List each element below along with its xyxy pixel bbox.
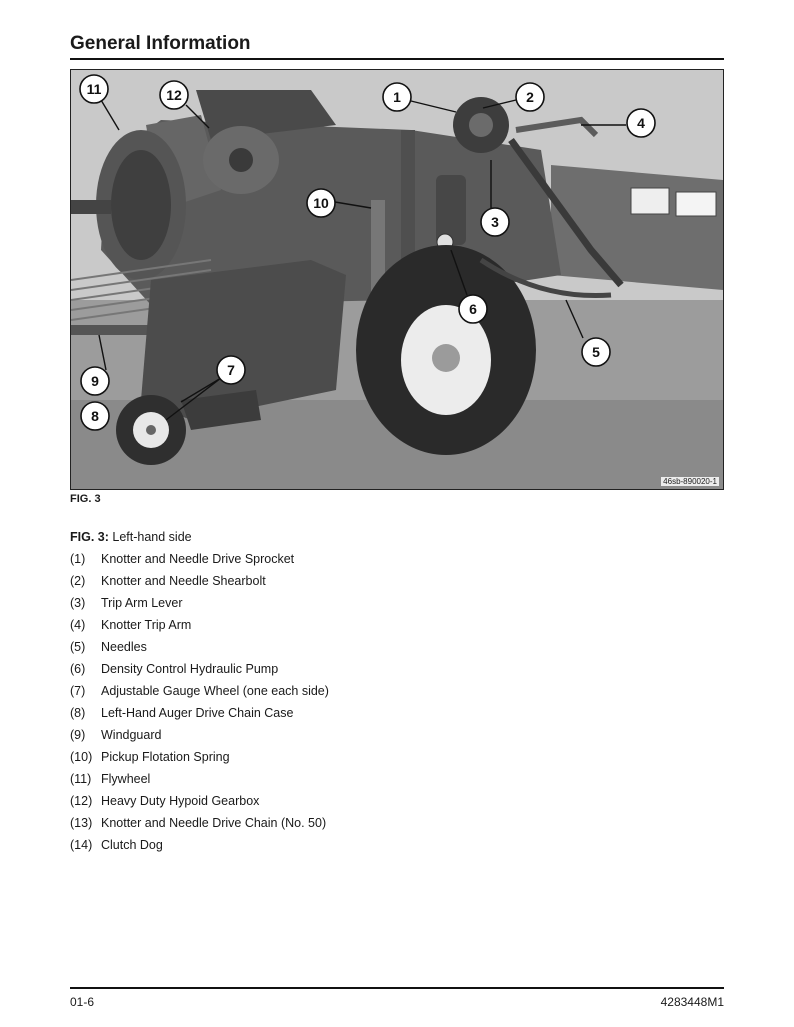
legend-text: Pickup Flotation Spring [101,750,230,764]
legend-text: Flywheel [101,772,151,786]
legend-number: (2) [70,574,86,588]
svg-text:12: 12 [166,87,182,103]
legend-number: (10) [70,750,93,764]
legend-text: Needles [101,640,147,654]
svg-text:6: 6 [469,301,477,317]
legend-text: Left-Hand Auger Drive Chain Case [101,706,294,720]
svg-text:2: 2 [526,89,534,105]
legend-text: Trip Arm Lever [101,596,183,610]
legend-item [70,596,329,618]
callout-2 [516,83,544,111]
baler-photo-figure [70,69,724,490]
callout-6 [459,295,487,323]
legend-number: (14) [70,838,93,852]
legend-text: Adjustable Gauge Wheel (one each side) [101,684,329,698]
footer-divider [70,987,724,989]
legend-text: Windguard [101,728,162,742]
legend-number: (5) [70,640,86,654]
legend-number: (4) [70,618,86,632]
legend-number: (12) [70,794,93,808]
legend-text: Knotter Trip Arm [101,618,192,632]
legend-item [70,662,329,684]
legend-number: (11) [70,772,92,786]
caption-prefix: FIG. 3: [70,530,109,544]
legend-item [70,684,329,706]
callout-5 [582,338,610,366]
legend-item [70,772,329,794]
parts-legend [70,552,329,860]
legend-item [70,750,329,772]
callout-3 [481,208,509,236]
legend-item [70,794,329,816]
callout-9 [81,367,109,395]
legend-text: Density Control Hydraulic Pump [101,662,279,676]
legend-text: Knotter and Needle Drive Sprocket [101,552,295,566]
legend-text: Knotter and Needle Shearbolt [101,574,266,588]
legend-number: (3) [70,596,86,610]
legend-item [70,618,329,640]
svg-text:7: 7 [227,362,235,378]
figure-reference-code: 46sb-890020-1 [663,477,717,486]
svg-text:9: 9 [91,373,99,389]
svg-text:11: 11 [86,81,102,97]
svg-text:10: 10 [313,195,329,211]
legend-number: (1) [70,552,86,566]
callout-10 [307,189,335,217]
legend-number: (7) [70,684,86,698]
legend-item [70,816,329,838]
legend-item [70,574,329,596]
callout-8 [81,402,109,430]
legend-text: Heavy Duty Hypoid Gearbox [101,794,260,808]
legend-text: Knotter and Needle Drive Chain (No. 50) [101,816,327,830]
baler-illustration [71,70,723,489]
callout-4 [627,109,655,137]
legend-item [70,838,329,860]
legend-item [70,640,329,662]
svg-text:1: 1 [393,89,401,105]
legend-number: (13) [70,816,93,830]
svg-text:3: 3 [491,214,499,230]
svg-text:4: 4 [637,115,645,131]
callout-12 [160,81,188,109]
callout-1 [383,83,411,111]
callout-7 [217,356,245,384]
legend-item [70,728,329,750]
legend-text: Clutch Dog [101,838,163,852]
legend-item [70,706,329,728]
legend-number: (9) [70,728,86,742]
header-divider [70,58,724,60]
caption-text: Left-hand side [112,530,192,544]
callout-11 [80,75,108,103]
legend-number: (8) [70,706,86,720]
svg-text:5: 5 [592,344,600,360]
legend-item [70,552,329,574]
legend-number: (6) [70,662,86,676]
figure-caption [70,530,192,544]
figure-label: FIG. 3 [70,493,101,505]
page-number: 01-6 [70,995,95,1009]
svg-text:8: 8 [91,408,99,424]
page-title: General Information [70,33,251,54]
document-number: 4283448M1 [660,995,724,1009]
